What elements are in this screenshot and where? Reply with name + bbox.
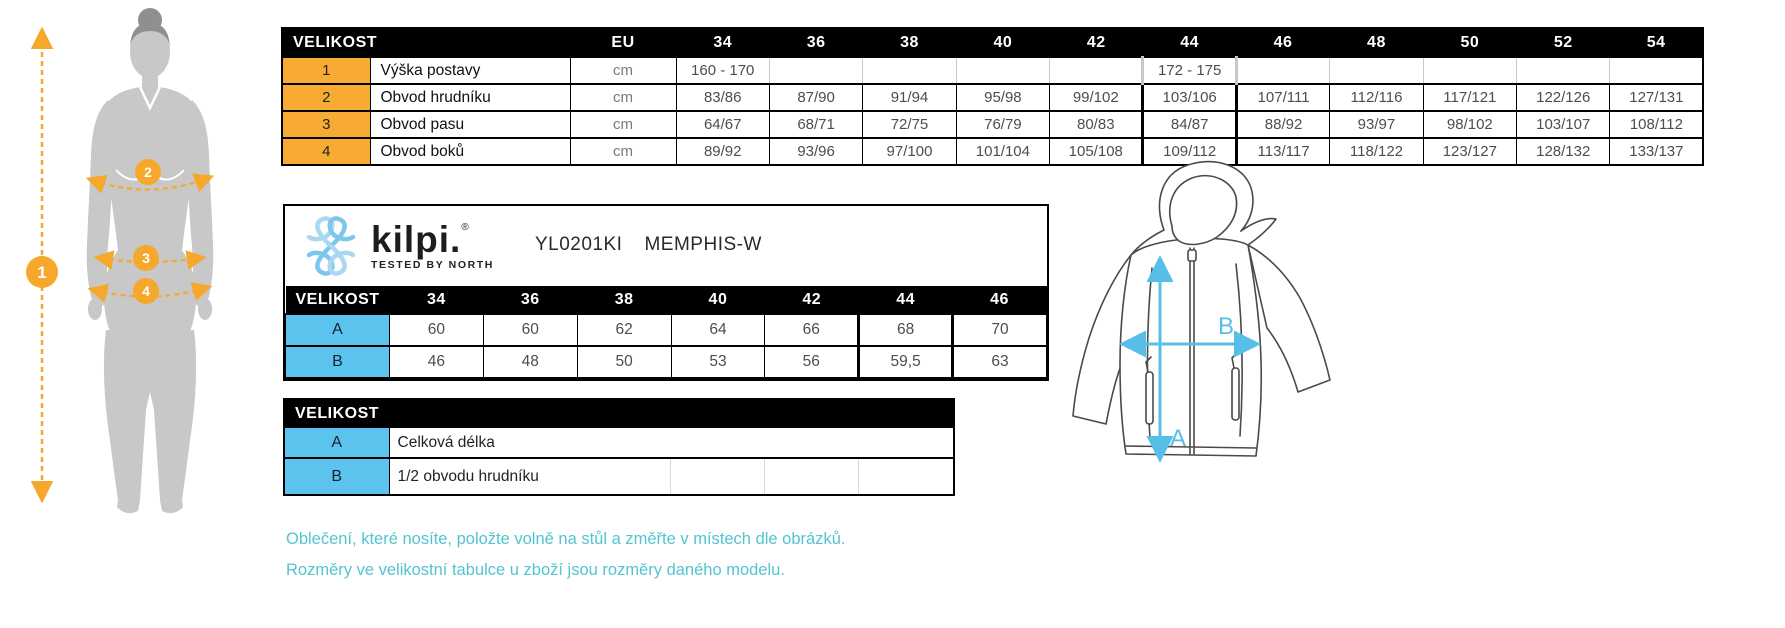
marker-label-2: 2	[144, 164, 152, 180]
size-value	[769, 57, 862, 84]
size-value: 80/83	[1050, 111, 1143, 138]
brand-tagline: TESTED BY NORTH	[371, 258, 494, 271]
product-title	[535, 234, 762, 256]
row-number: 3	[282, 111, 370, 138]
legend-row-b	[285, 458, 953, 494]
size-value: 93/96	[769, 138, 862, 165]
size-value: 97/100	[863, 138, 956, 165]
size-value	[1330, 57, 1423, 84]
size-value: 127/131	[1610, 84, 1703, 111]
jacket-label-b: B	[1218, 313, 1235, 340]
jacket-label-a: A	[1170, 425, 1187, 452]
size-value	[863, 57, 956, 84]
size-value: 89/92	[676, 138, 769, 165]
brand-row	[285, 206, 1047, 286]
measurement-notes	[286, 524, 845, 586]
size-value: 113/117	[1236, 138, 1329, 165]
size-value: 133/137	[1610, 138, 1703, 165]
size-header: 36	[769, 28, 862, 57]
hood-opening	[1170, 176, 1237, 245]
row-name: Výška postavy	[370, 57, 570, 84]
size-value: 68/71	[769, 111, 862, 138]
product-header-label: VELIKOST	[286, 286, 390, 314]
size-header: 40	[956, 28, 1049, 57]
size-header: 38	[863, 28, 956, 57]
dimension-value: 68	[859, 314, 953, 346]
dimension-value: 63	[953, 346, 1047, 378]
legend-table	[285, 428, 953, 494]
product-header-row	[286, 286, 1047, 314]
marker-label-1: 1	[37, 263, 47, 282]
size-value: 160 - 170	[676, 57, 769, 84]
legend-header: VELIKOST	[285, 400, 953, 428]
size-value: 123/127	[1423, 138, 1516, 165]
size-row-1	[282, 57, 1703, 84]
size-value: 109/112	[1143, 138, 1236, 165]
size-value: 83/86	[676, 84, 769, 111]
size-value: 118/122	[1330, 138, 1423, 165]
note-line-2: Rozměry ve velikostní tabulce u zboží jsou rozměry daného modelu.	[286, 561, 785, 579]
size-header: 40	[671, 286, 765, 314]
legend-desc-b: 1/2 obvodu hrudníku	[389, 458, 670, 494]
size-value: 84/87	[1143, 111, 1236, 138]
size-header: 52	[1517, 28, 1610, 57]
row-unit: cm	[570, 84, 676, 111]
size-value	[1236, 57, 1329, 84]
size-header: 46	[953, 286, 1047, 314]
size-value: 105/108	[1050, 138, 1143, 165]
size-header: 46	[1236, 28, 1329, 57]
size-value: 107/111	[1236, 84, 1329, 111]
size-header: 34	[390, 286, 484, 314]
size-value	[956, 57, 1049, 84]
row-number: 1	[282, 57, 370, 84]
size-header: 50	[1423, 28, 1516, 57]
row-unit: cm	[570, 138, 676, 165]
legend-empty-cell	[764, 458, 858, 494]
size-header: 38	[577, 286, 671, 314]
size-value: 76/79	[956, 111, 1049, 138]
size-value	[1517, 57, 1610, 84]
row-name: Obvod boků	[370, 138, 570, 165]
row-name: Obvod hrudníku	[370, 84, 570, 111]
right-pocket-zip	[1232, 368, 1239, 420]
size-value: 88/92	[1236, 111, 1329, 138]
legend-key-b: B	[285, 458, 389, 494]
size-header: 36	[483, 286, 577, 314]
left-pocket-zip	[1146, 372, 1153, 424]
row-number: 4	[282, 138, 370, 165]
body-sizes-table	[281, 27, 1704, 166]
note-line-1: Oblečení, které nosíte, položte volně na stůl a změřte v místech dle obrázků.	[286, 530, 846, 548]
size-value: 103/107	[1517, 111, 1610, 138]
legend-row-a	[285, 428, 953, 458]
dimension-row-B	[286, 346, 1047, 378]
size-value	[1050, 57, 1143, 84]
eu-header: EU	[570, 28, 676, 57]
dimension-value: 50	[577, 346, 671, 378]
size-header: 34	[676, 28, 769, 57]
size-row-4	[282, 138, 1703, 165]
size-value	[1610, 57, 1703, 84]
kilpi-brand	[301, 215, 494, 277]
product-name: MEMPHIS-W	[644, 234, 762, 255]
jacket-illustration	[1048, 158, 1348, 470]
size-header: 54	[1610, 28, 1703, 57]
size-value: 87/90	[769, 84, 862, 111]
product-code: YL0201KI	[535, 234, 623, 255]
dimension-value: 48	[483, 346, 577, 378]
size-header: 48	[1330, 28, 1423, 57]
size-value: 128/132	[1517, 138, 1610, 165]
row-unit: cm	[570, 111, 676, 138]
size-value: 108/112	[1610, 111, 1703, 138]
kilpi-logo-icon	[301, 215, 361, 277]
size-value: 91/94	[863, 84, 956, 111]
row-number: 2	[282, 84, 370, 111]
row-name: Obvod pasu	[370, 111, 570, 138]
legend-block	[283, 398, 955, 496]
legend-empty-cell	[670, 458, 764, 494]
legend-key-a: A	[285, 428, 389, 458]
row-unit: cm	[570, 57, 676, 84]
size-row-3	[282, 111, 1703, 138]
marker-label-3: 3	[142, 250, 150, 266]
dimension-value: 70	[953, 314, 1047, 346]
marker-label-4: 4	[142, 283, 150, 299]
dimension-key: B	[286, 346, 390, 378]
size-value: 172 - 175	[1143, 57, 1236, 84]
size-value: 122/126	[1517, 84, 1610, 111]
legend-empty-cell	[858, 458, 953, 494]
legend-desc-a: Celková délka	[397, 433, 495, 451]
size-value: 72/75	[863, 111, 956, 138]
dimension-value: 62	[577, 314, 671, 346]
woman-figure-illustration	[0, 0, 240, 520]
size-value: 112/116	[1330, 84, 1423, 111]
dimension-row-A	[286, 314, 1047, 346]
dimension-value: 46	[390, 346, 484, 378]
dimension-value: 60	[483, 314, 577, 346]
size-value: 64/67	[676, 111, 769, 138]
product-size-block	[283, 204, 1049, 381]
dimension-value: 64	[671, 314, 765, 346]
sizes-header-label: VELIKOST	[282, 28, 570, 57]
size-row-2	[282, 84, 1703, 111]
dimension-value: 56	[765, 346, 859, 378]
size-value	[1423, 57, 1516, 84]
size-value: 117/121	[1423, 84, 1516, 111]
dimension-value: 60	[390, 314, 484, 346]
size-value: 101/104	[956, 138, 1049, 165]
size-value: 103/106	[1143, 84, 1236, 111]
dimension-value: 66	[765, 314, 859, 346]
dimension-value: 59,5	[859, 346, 953, 378]
size-header: 42	[765, 286, 859, 314]
registered-mark: ®	[461, 221, 469, 233]
size-value: 99/102	[1050, 84, 1143, 111]
zipper-pull	[1188, 250, 1196, 261]
brand-name: kilpi.	[371, 218, 462, 260]
measurement-figure	[0, 0, 240, 525]
size-header: 44	[859, 286, 953, 314]
sizes-header-row	[282, 28, 1703, 57]
size-header: 42	[1050, 28, 1143, 57]
size-header: 44	[1143, 28, 1236, 57]
dimension-value: 53	[671, 346, 765, 378]
garment-dimensions-table	[285, 286, 1047, 379]
size-value: 98/102	[1423, 111, 1516, 138]
size-value: 93/97	[1330, 111, 1423, 138]
dimension-key: A	[286, 314, 390, 346]
jacket-figure	[1048, 158, 1348, 475]
size-value: 95/98	[956, 84, 1049, 111]
